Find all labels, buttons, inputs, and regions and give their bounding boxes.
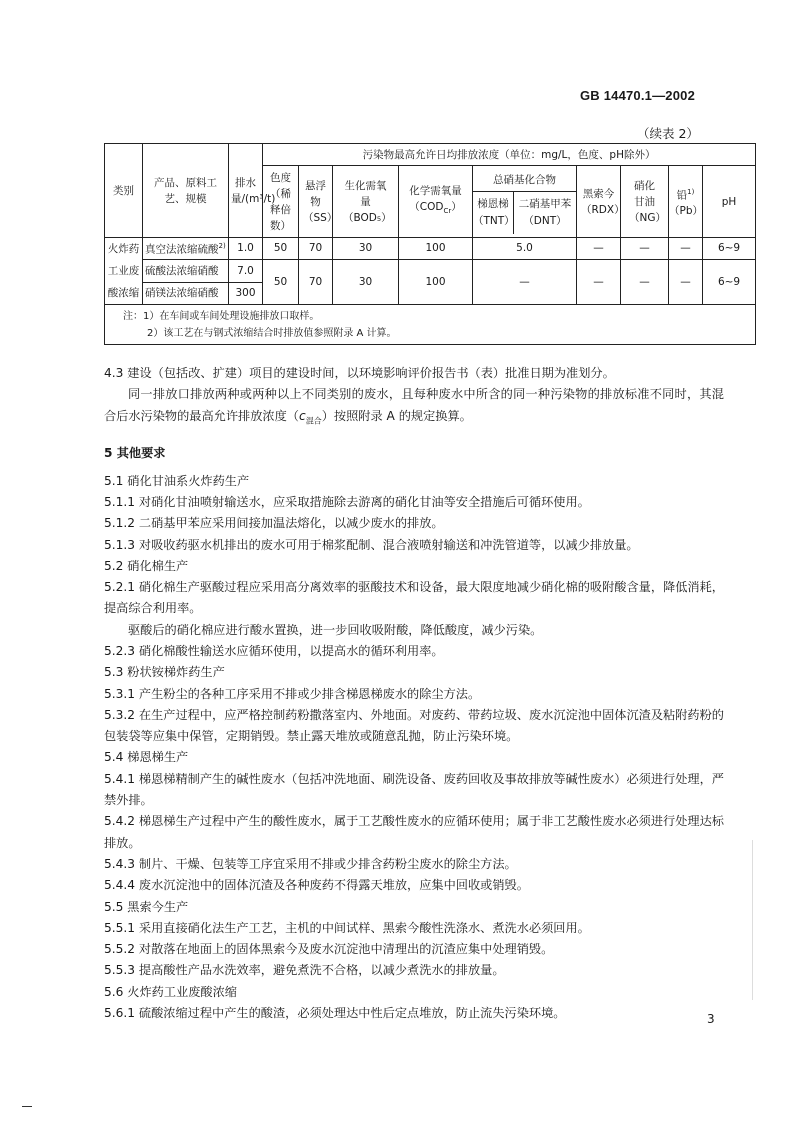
- table-note-1: 注：1）在车间或车间处理设施排放口取样。: [123, 311, 320, 322]
- clause-5-2-1: 5.2.1 硝化棉生产驱酸过程应采用高分离效率的驱酸技术和设备，最大限度地减少硝化棉的吸附酸含量，降低消耗，提高综合利用率。: [104, 580, 724, 616]
- table-cell-chroma: 50: [263, 260, 299, 305]
- table-cell-ss: 70: [299, 238, 333, 260]
- clause-5-2: 5.2 硝化棉生产: [104, 558, 189, 573]
- clause-5-4-1: 5.4.1 梯恩梯精制产生的碱性废水（包括冲洗地面、刷洗设备、废药回收及事故排放等碱性废水）必须进行处理，严禁外排。: [104, 771, 724, 808]
- table-cell-pb: —: [669, 238, 703, 260]
- category-cell: 火炸药工业废酸浓缩: [105, 238, 143, 305]
- clause-5-6-1: 5.6.1 硫酸浓缩过程中产生的酸渣，必须处理达中性后定点堆放，防止流失污染环境。: [104, 1006, 566, 1021]
- table-cell-drainage: 1.0: [229, 238, 263, 260]
- table-cell-ph: 6~9: [703, 238, 756, 260]
- corner-mark: [22, 1106, 32, 1107]
- emission-limits-table: [104, 143, 756, 345]
- clause-5-1-2: 5.1.2 二硝基甲苯应采用间接加温法熔化，以减少废水的排放。: [104, 516, 444, 531]
- clause-5-2-3: 5.2.3 硝化棉酸性输送水应循环使用，以提高水的循环利用率。: [104, 644, 444, 658]
- header-dnt: 二硝基甲苯（DNT）: [518, 197, 572, 227]
- clause-5-5-3: 5.5.3 提高酸性产品水洗效率，避免煮洗不合格，以减少煮洗水的排放量。: [104, 963, 505, 978]
- table-cell-drainage: 300: [229, 283, 263, 305]
- header-chroma: 色度（稀释倍数）: [263, 166, 299, 238]
- clause-5-4: 5.4 梯恩梯生产: [104, 750, 189, 765]
- body-content: [104, 363, 724, 1024]
- header-drainage: 排水量/(m³/t): [229, 144, 263, 238]
- table-cell-chroma: 50: [263, 238, 299, 260]
- header-ss: 悬浮物（SS）: [299, 166, 333, 238]
- header-pollutant-group: 污染物最高允许日均排放浓度（单位：mg/L，色度、pH除外）: [263, 144, 756, 166]
- table-notes: [105, 305, 756, 345]
- table-cell-nitro: —: [473, 260, 577, 305]
- table-cell-rdx: —: [577, 260, 621, 305]
- table-cell-ph: 6~9: [703, 260, 756, 305]
- table-continuation-label: （续表 2）: [637, 126, 699, 141]
- header-nitro-group: 总硝基化合物 梯恩梯（TNT） 二硝基甲苯（DNT）: [473, 166, 577, 238]
- clause-5-1: 5.1 硝化甘油系火炸药生产: [104, 473, 250, 488]
- header-cod: 化学需氧量$(COD_{Cr})$: [399, 166, 473, 238]
- header-category: 类别: [105, 144, 143, 238]
- table-cell-drainage: 7.0: [229, 260, 263, 283]
- clause-5-6: 5.6 火炸药工业废酸浓缩: [104, 984, 237, 999]
- table-cell-ss: 70: [299, 260, 333, 305]
- header-bod: 生化需氧量（BOD₅）: [333, 166, 399, 238]
- clause-5-3-2: 5.3.2 在生产过程中，应严格控制药粉撒落室内、外地面。对废药、带药垃圾、废水沉淀池中固体沉渣及粘附药粉的包装袋等应集中保管，定期销毁。禁止露天堆放或随意乱抛，防止污染环境。: [104, 707, 724, 744]
- clause-4-3: 4.3 建设（包括改、扩建）项目的建设时间，以环境影响评价报告书（表）批准日期为准划分。: [104, 366, 615, 380]
- clause-5-4-4: 5.4.4 废水沉淀池中的固体沉渣及各种废药不得露天堆放，应集中回收或销毁。: [104, 878, 529, 893]
- clause-5-3-1: 5.3.1 产生粉尘的各种工序采用不排或少排含梯恩梯废水的除尘方法。: [104, 686, 481, 701]
- header-tnt: 梯恩梯（TNT）: [473, 192, 514, 234]
- header-rdx: 黑索今（RDX）: [577, 166, 621, 238]
- table-cell-nitro: 5.0: [473, 238, 577, 260]
- table-cell-pb: —: [669, 260, 703, 305]
- clause-5-4-3: 5.4.3 制片、干燥、包装等工序宜采用不排或少排含药粉尘废水的除尘方法。: [104, 856, 517, 871]
- scan-margin-line: [752, 840, 753, 1000]
- header-ph: pH: [703, 166, 756, 238]
- clause-5-5: 5.5 黑索今生产: [104, 899, 189, 914]
- table-cell-cod: 100: [399, 238, 473, 260]
- clause-5-2-1-paragraph: 驱酸后的硝化棉应进行酸水置换，进一步回收吸附酸，降低酸度，减少污染。: [128, 622, 543, 637]
- table-row-product: 硫酸法浓缩硝酸: [143, 260, 229, 283]
- clause-5-5-2: 5.5.2 对散落在地面上的固体黑索今及废水沉淀池中清理出的沉渣应集中处理销毁。: [104, 942, 554, 957]
- clause-4-3-paragraph: 同一排放口排放两种或两种以上不同类别的废水，且每种废水中所含的同一种污染物的排放标准不同时，其混合后水污染物的最高允许排放浓度$(c_{混合})$按照附录 A 的规定换算。: [104, 387, 724, 426]
- clause-5-3: 5.3 粉状铵梯炸药生产: [104, 665, 225, 680]
- table-cell-ng: —: [621, 238, 669, 260]
- header-ng: 硝化甘油（NG）: [621, 166, 669, 238]
- clause-5-4-2: 5.4.2 梯恩梯生产过程中产生的酸性废水，属于工艺酸性废水的应循环使用；属于非工艺酸性废水必须进行处理达标排放。: [104, 814, 724, 850]
- table-row-product: 硝镁法浓缩硝酸: [143, 283, 229, 305]
- header-pb: 铅$^{1)}$ （Pb）: [669, 166, 703, 238]
- section-5-title: 5 其他要求: [104, 446, 166, 461]
- table-cell-bod: 30: [333, 260, 399, 305]
- table-row-product: 真空法浓缩硫酸$^{2)}$: [143, 238, 229, 260]
- standard-code: GB 14470.1—2002: [580, 88, 696, 103]
- header-product: 产品、原料工艺、规模: [143, 144, 229, 238]
- clause-5-1-1: 5.1.1 对硝化甘油喷射输送水，应采取措施除去游离的硝化甘油等安全措施后可循环使用。: [104, 494, 590, 509]
- table-cell-ng: —: [621, 260, 669, 305]
- table-cell-rdx: —: [577, 238, 621, 260]
- table-cell-bod: 30: [333, 238, 399, 260]
- table-cell-cod: 100: [399, 260, 473, 305]
- table-note-2: 2）该工艺在与钢式浓缩结合时排放值参照附录 A 计算。: [147, 328, 397, 339]
- page-number: 3: [707, 1012, 715, 1026]
- clause-5-5-1: 5.5.1 采用直接硝化法生产工艺，主机的中间试样、黑索今酸性洗涤水、煮洗水必须回用。: [104, 920, 590, 935]
- clause-5-1-3: 5.1.3 对吸收药驱水机排出的废水可用于棉浆配制、混合液喷射输送和冲洗管道等，以减少排放量。: [104, 537, 639, 552]
